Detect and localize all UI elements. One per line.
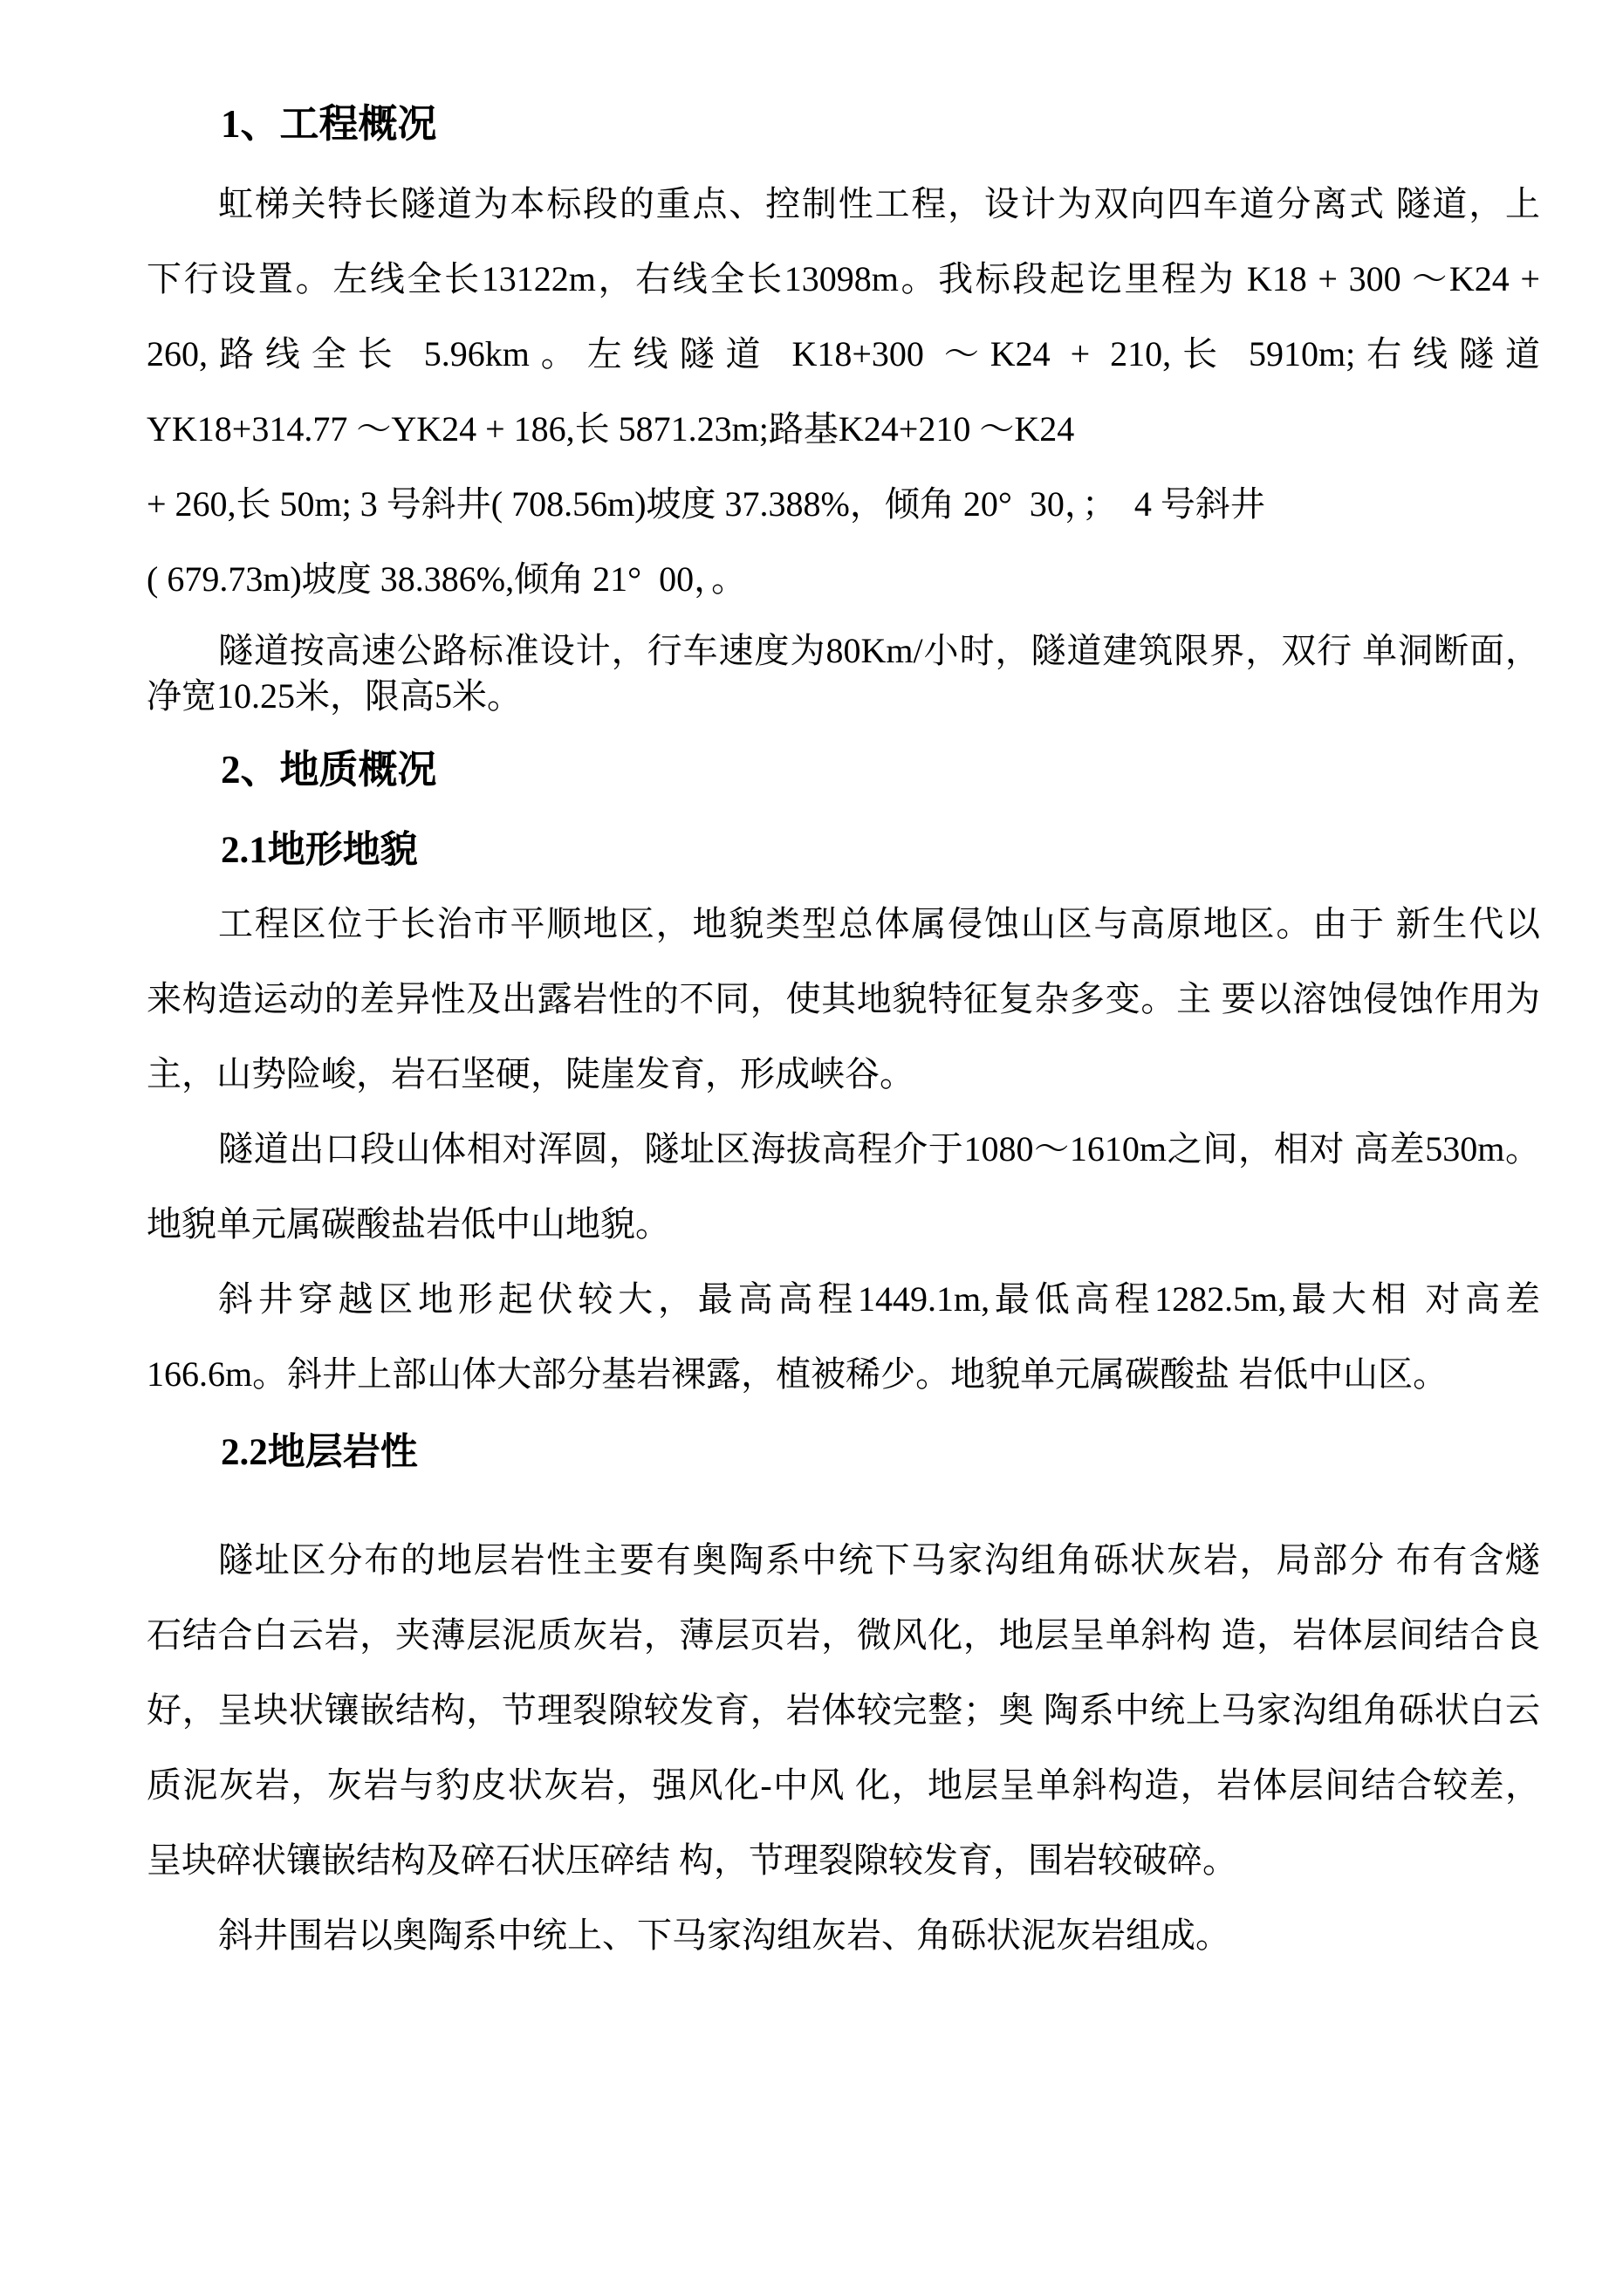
heading-section-2-2: 2.2地层岩性 bbox=[221, 1432, 418, 1473]
para-terrain-1 bbox=[147, 887, 1540, 1112]
text-line: 来构造运动的差异性及出露岩性的不同，使其地貌特征复杂多变。主 要以溶蚀侵蚀作用为 bbox=[147, 979, 1540, 1018]
text-line: 260,路线全长 5.96km。左线隧道 K18+300 〜K24 + 210,长 5910m;右线隧道 bbox=[147, 334, 1540, 374]
para-lithology-1 bbox=[147, 1523, 1540, 1898]
para-lithology-2 bbox=[147, 1898, 1540, 1973]
para-terrain-3 bbox=[147, 1262, 1540, 1412]
text-line: ( 679.73m)坡度 38.386%,倾角 21° 00，。 bbox=[147, 559, 747, 599]
text-line: 斜井穿越区地形起伏较大，最高高程1449.1m,最低高程1282.5m,最大相 对高差 bbox=[218, 1279, 1540, 1319]
text-line: 斜井围岩以奥陶系中统上、下马家沟组灰岩、角砾状泥灰岩组成。 bbox=[218, 1916, 1230, 1955]
document-page bbox=[147, 0, 1540, 1973]
text-line: 净宽10.25米，限高5米。 bbox=[147, 676, 522, 716]
text-line: 工程区位于长治市平顺地区，地貌类型总体属侵蚀山区与高原地区。由于 新生代以 bbox=[218, 904, 1540, 943]
para-overview-2 bbox=[147, 628, 1540, 719]
text-line: 下行设置。左线全长13122m，右线全长13098m。我标段起讫里程为 K18 + 300 〜K24 + bbox=[147, 259, 1540, 298]
text-line: 166.6m。斜井上部山体大部分基岩裸露，植被稀少。地貌单元属碳酸盐 岩低中山区。 bbox=[147, 1354, 1448, 1394]
text-line: 主，山势险峻，岩石坚硬，陡崖发育，形成峡谷。 bbox=[147, 1054, 914, 1093]
text-line: 隧道出口段山体相对浑圆，隧址区海拔高程介于1080〜1610m之间，相对 高差530m。 bbox=[218, 1129, 1540, 1169]
text-line: 隧址区分布的地层岩性主要有奥陶系中统下马家沟组角砾状灰岩，局部分 布有含燧 bbox=[218, 1540, 1540, 1580]
text-line: + 260,长 50m; 3 号斜井( 708.56m)坡度 37.388%，倾角 20° 30，； 4 号斜井 bbox=[147, 484, 1265, 524]
para-terrain-2 bbox=[147, 1112, 1540, 1262]
text-line: 好，呈块状镶嵌结构，节理裂隙较发育，岩体较完整；奥 陶系中统上马家沟组角砾状白云 bbox=[147, 1690, 1540, 1730]
text-line: 虹梯关特长隧道为本标段的重点、控制性工程，设计为双向四车道分离式 隧道，上 bbox=[218, 184, 1540, 223]
text-line: 隧道按高速公路标准设计，行车速度为80Km/小时，隧道建筑限界，双行 单洞断面， bbox=[218, 631, 1540, 670]
text-line: 地貌单元属碳酸盐岩低中山地貌。 bbox=[147, 1204, 670, 1244]
heading-section-2-1: 2.1地形地貌 bbox=[221, 830, 418, 871]
text-line: 呈块碎状镶嵌结构及碎石状压碎结 构，节理裂隙较发育，围岩较破碎。 bbox=[147, 1840, 1237, 1880]
text-line: YK18+314.77 〜YK24 + 186,长 5871.23m;路基K24+210 〜K24 bbox=[147, 409, 1075, 449]
heading-section-2: 2、地质概况 bbox=[221, 748, 437, 792]
para-overview-1 bbox=[147, 167, 1540, 617]
text-line: 质泥灰岩，灰岩与豹皮状灰岩，强风化-中风 化，地层呈单斜构造，岩体层间结合较差， bbox=[147, 1765, 1540, 1805]
text-line: 石结合白云岩，夹薄层泥质灰岩，薄层页岩，微风化，地层呈单斜构 造，岩体层间结合良 bbox=[147, 1615, 1540, 1655]
heading-section-1: 1、工程概况 bbox=[221, 102, 437, 146]
